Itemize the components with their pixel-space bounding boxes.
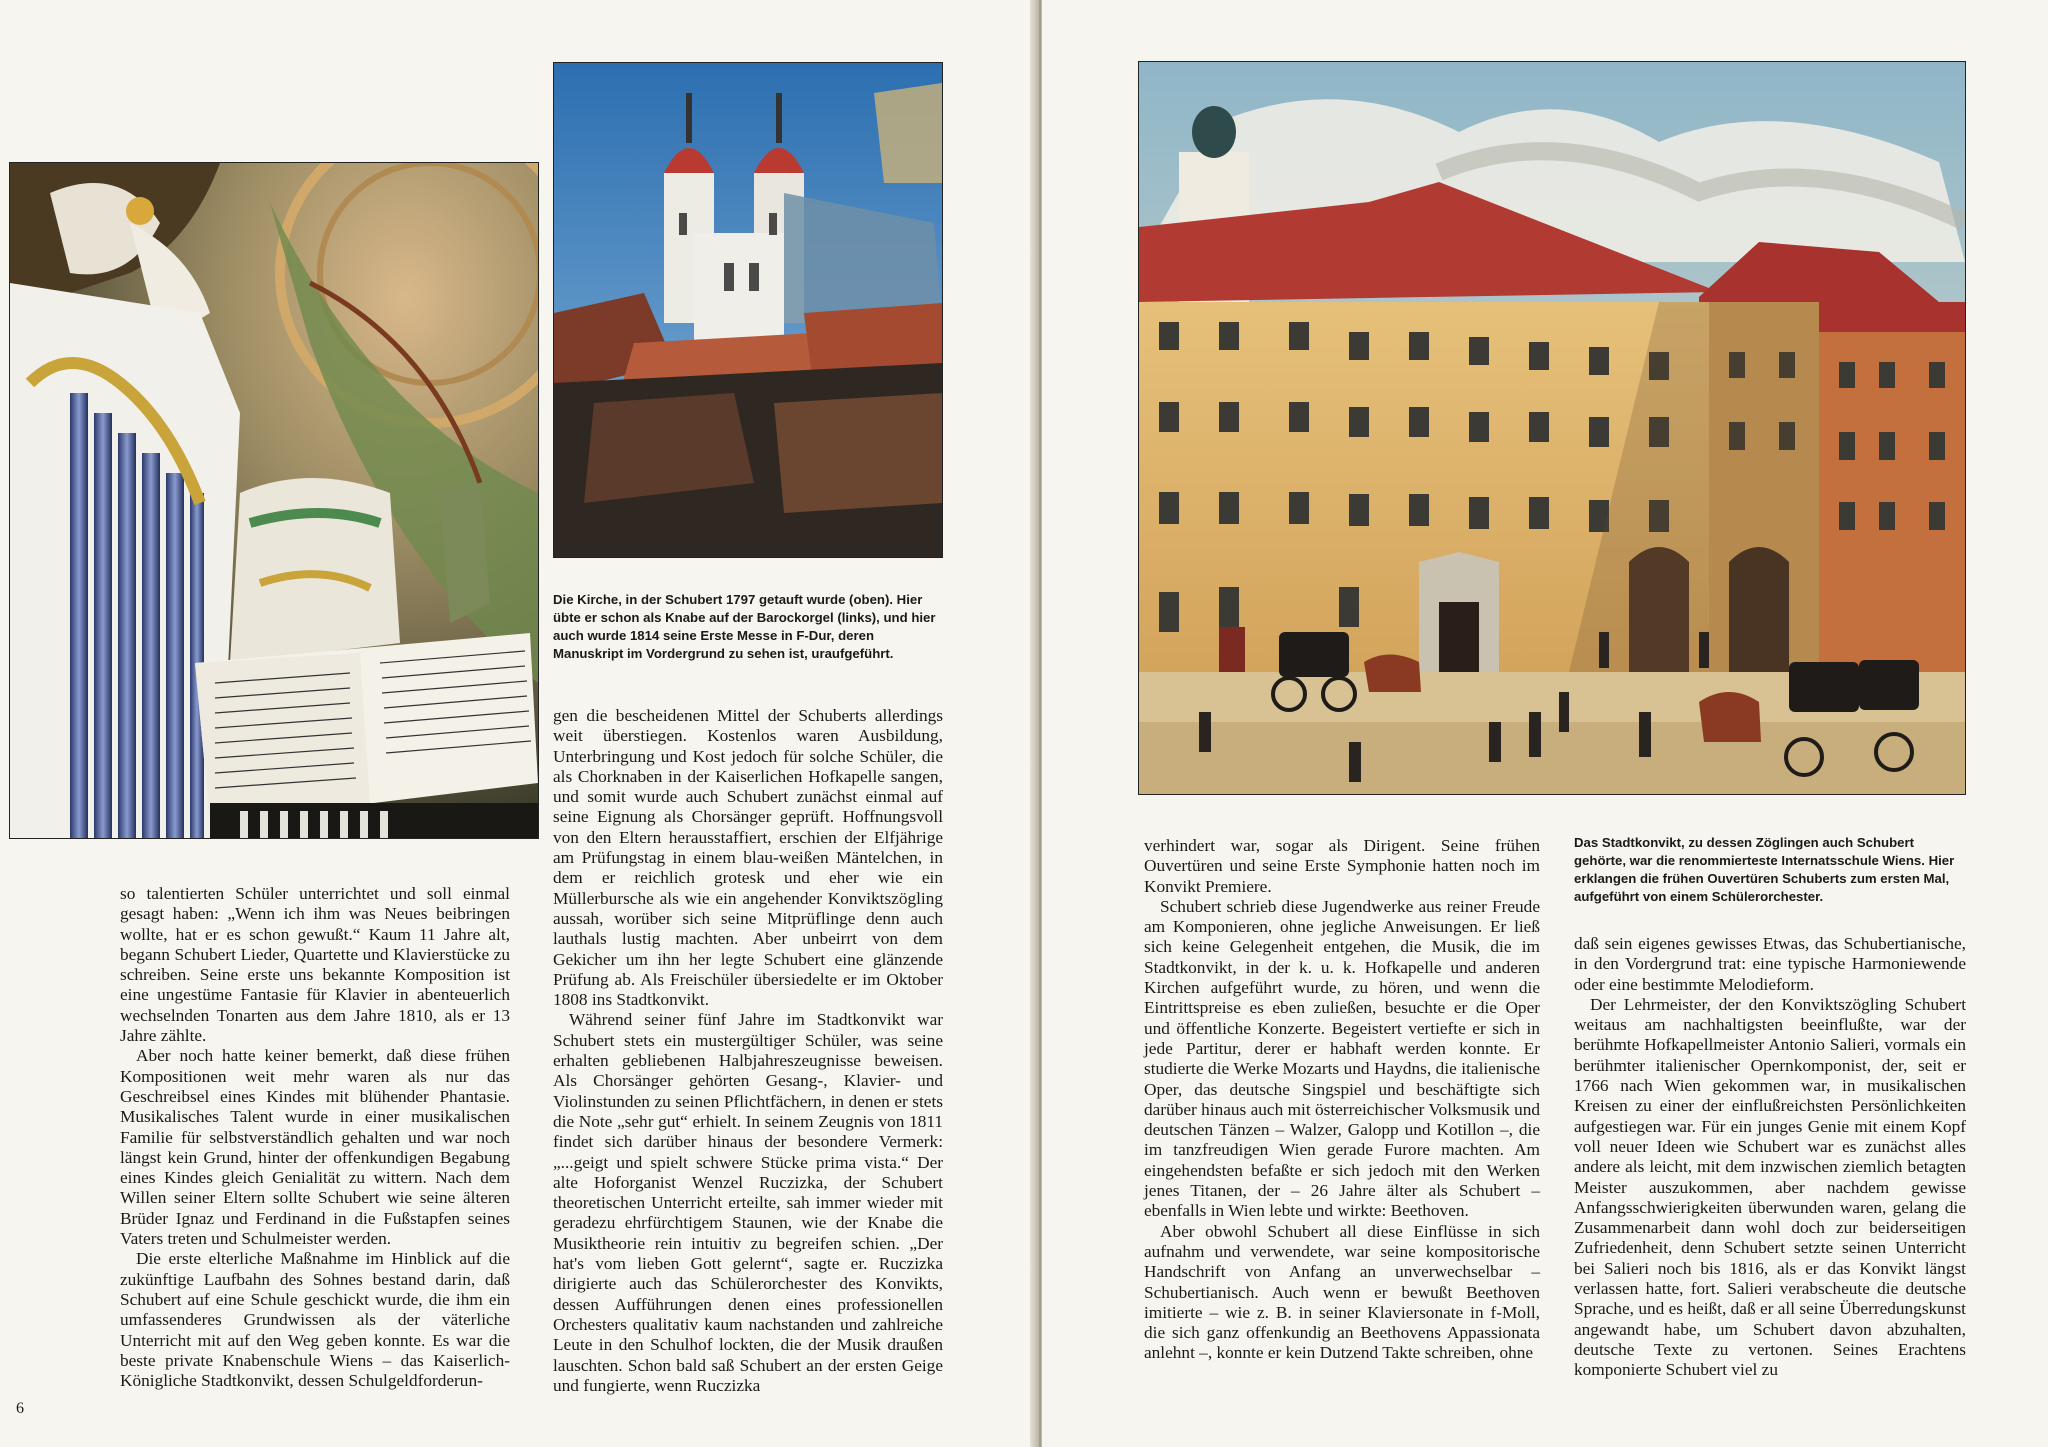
organ-photo (9, 162, 539, 839)
column-2 (553, 706, 943, 1396)
paragraph: Während seiner fünf Jahre im Stadtkonvikt war Schubert stets ein mustergültiger Schüler, was seine erhalten gebliebenen Halbjahreszeugnisse beweisen. Als Chorsänger gehörten Gesang-, Klavier- und Violinstunden zu seinen Pflichtfächern, in denen er stets die Note „sehr gut“ erhielt. In seinem Zeugnis von 1811 findet sich darüber hinaus der besondere Vermerk: „...geigt und spielt schwere Stücke prima vista.“ Der alte Hoforganist Wenzel Ruczizka, der Schubert theoretischen Unterricht erteilte, sah immer wieder mit geradezu ehrfürchtigem Staunen, wie der Knabe die Musiktheorie rein intuitiv zu begreifen schien. „Der hat's vom lieben Gott gelernt“, sagte er. Ruczizka dirigierte auch das Schülerorchester des Konvikts, dessen Aufführungen denen eines professionellen Orchesters qualitativ kaum nachstanden und zahlreiche Leute in den Schulhof lockten, die der Musik draußen lauschten. Schon bald saß Schubert an der ersten Geige und fungierte, wenn Ruczizka (553, 1010, 943, 1395)
stadtkonvikt-painting (1138, 61, 1966, 795)
stadtkonvikt-image (1139, 62, 1965, 794)
paragraph: Der Lehrmeister, der den Konviktszögling Schubert weitaus am nachhaltigsten beeinflußte, war der berühmte Hofkapellmeister Antonio Salieri, vormals ein berühmter italienischer Opernkomponist, der, seit er 1766 nach Wien gekommen war, in musikalischen Kreisen zu einer der einflußreichsten Persönlichkeiten aufgestiegen war. Für ein junges Genie mit einem Kopf voll neuer Ideen wie Schubert war es zunächst alles andere als leicht, mit dem inzwischen ziemlich betagten Meister auszukommen, aber nachdem gewisse Anfangsschwierigkeiten überwunden waren, gelang die Zusammenarbeit dann wohl doch zur beiderseitigen Zufriedenheit, denn Schubert setzte seinen Unterricht bei Salieri noch bis 1816, als er das Konvikt längst verlassen hatte, fort. Salieri verabscheute die deutsche Sprache, und es heißt, daß er all seine Überredungskunst angewandt habe, um Schubert davon abzuhalten, deutsche Texte zu vertonen. Seines Erachtens komponierte Schubert viel zu (1574, 994, 1966, 1380)
paragraph: verhindert war, sogar als Dirigent. Seine frühen Ouvertüren und seine Erste Symphonie hatten noch im Konvikt Premiere. (1144, 836, 1540, 896)
column-4 (1574, 934, 1966, 1381)
organ-image (10, 163, 538, 838)
paragraph: Schubert schrieb diese Jugendwerke aus reiner Freude am Komponieren, ohne jegliche Anweisungen. Er ließ sich keine Gelegenheit entgehen, die Musik, die im Stadtkonvikt, in der k. u. k. Hofkapelle und anderen Kirchen aufgeführt wurde, zu hören, und wenn die Eintrittspreise es eben zuließen, besuchte er die Oper und öffentliche Konzerte. Begeistert vertiefte er sich in jede Partitur, derer er habhaft werden konnte. Er studierte die Werke Mozarts und Haydns, die italienische Oper, das deutsche Singspiel und beschäftigte sich darüber hinaus auch mit österreichischer Volksmusik und deutschen Tänzen – Walzer, Galopp und Kotillon –, die im tanzfreudigen Wien gerade Furore machten. Am eingehendsten befaßte er sich jedoch mit den Werken jenes Titanen, der – 26 Jahre älter als Schubert – ebenfalls in Wien lebte und wirkte: Beethoven. (1144, 896, 1540, 1221)
paragraph: gen die bescheidenen Mittel der Schuberts allerdings weit überstiegen. Kostenlos waren Ausbildung, Unterbringung und Kost jedoch für solche Schüler, die als Chorknaben in der Kaiserlichen Hofkapelle sangen, und somit wurde auch Schubert zunächst einmal auf seine Eignung als Chorsänger geprüft. Hoffnungsvoll von den Eltern herausstaffiert, erschien der Elfjährige am Prüfungstag in einem blau-weißen Mäntelchen, in dem er reichlich grotesk und eher wie ein Müllerbursche als wie ein angehender Konviktszögling aussah, worüber sich seine Mitprüflinge denn auch lauthals lustig machten. Aber unbeirrt von dem Gekicher um ihn her legte Schubert eine glänzende Prüfung ab. Als Freischüler übersiedelte er im Oktober 1808 ins Stadtkonvikt. (553, 706, 943, 1010)
page-number: 6 (16, 1400, 24, 1417)
church-caption: Die Kirche, in der Schubert 1797 getauft wurde (oben). Hier übte er schon als Knabe auf der Barockorgel (links), und hier auch wurde 1814 seine Erste Messe in F-Dur, deren Manuskript im Vordergrund zu sehen ist, uraufgeführt. (553, 592, 936, 661)
paragraph: Die erste elterliche Maßnahme im Hinblick auf die zukünftige Laufbahn des Sohnes bestand darin, daß Schubert auf eine Schule geschickt wurde, die ihm ein umfassenderes Grundwissen als der väterliche Unterricht mit auf den Weg geben konnte. Es war die beste private Knabenschule Wiens – das Kaiserlich-Königliche Stadtkonvikt, dessen Schulgeldforderun- (120, 1249, 510, 1391)
paragraph: daß sein eigenes gewisses Etwas, das Schubertianische, in den Vordergrund trat: eine typische Harmoniewende oder eine bestimmte Melodieform. (1574, 934, 1966, 994)
church-photo (553, 62, 943, 558)
paragraph: so talentierten Schüler unterrichtet und soll einmal gesagt haben: „Wenn ich ihm was Neues beibringen wollte, hat er es schon gewußt.“ Kaum 11 Jahre alt, begann Schubert Lieder, Quartette und Klavierstücke zu schreiben. Seine erste uns bekannte Komposition ist eine ungestüme Fantasie für Klavier in abenteuerlich wechselnden Tonarten aus dem Jahre 1810, als er 13 Jahre zählte. (120, 884, 510, 1046)
paragraph: Aber noch hatte keiner bemerkt, daß diese frühen Kompositionen weit mehr waren als nur das Geschreibsel eines Kindes mit blühender Phantasie. Musikalisches Talent wurde in einer musikalischen Familie für selbstverständlich gehalten und war noch längst kein Grund, hinter der offenkundigen Begabung eines Kindes gleich Genialität zu wittern. Nach dem Willen seiner Eltern sollte Schubert wie seine älteren Brüder Ignaz und Ferdinand in die Fußstapfen seines Vaters treten und Schulmeister werden. (120, 1046, 510, 1249)
column-1 (120, 884, 510, 1391)
konvikt-caption: Das Stadtkonvikt, zu dessen Zöglingen auch Schubert gehörte, war die renommierteste Internatsschule Wiens. Hier erklangen die frühen Ouvertüren Schuberts zum ersten Mal, aufgeführt von einem Schülerorchester. (1574, 835, 1955, 904)
column-3 (1144, 836, 1540, 1364)
right-page (1042, 0, 2048, 1447)
church-image (554, 63, 942, 557)
paragraph: Aber obwohl Schubert all diese Einflüsse in sich aufnahm und verwendete, war seine kompositorische Handschrift von Anfang an unverwechselbar – Schubertianisch. Auch wenn er bewußt Beethoven imitierte – wie z. B. in seiner Klaviersonate in f-Moll, die sich ganz offenkundig an Beethovens Appassionata anlehnt –, konnte er kein Dutzend Takte schreiben, ohne (1144, 1221, 1540, 1363)
